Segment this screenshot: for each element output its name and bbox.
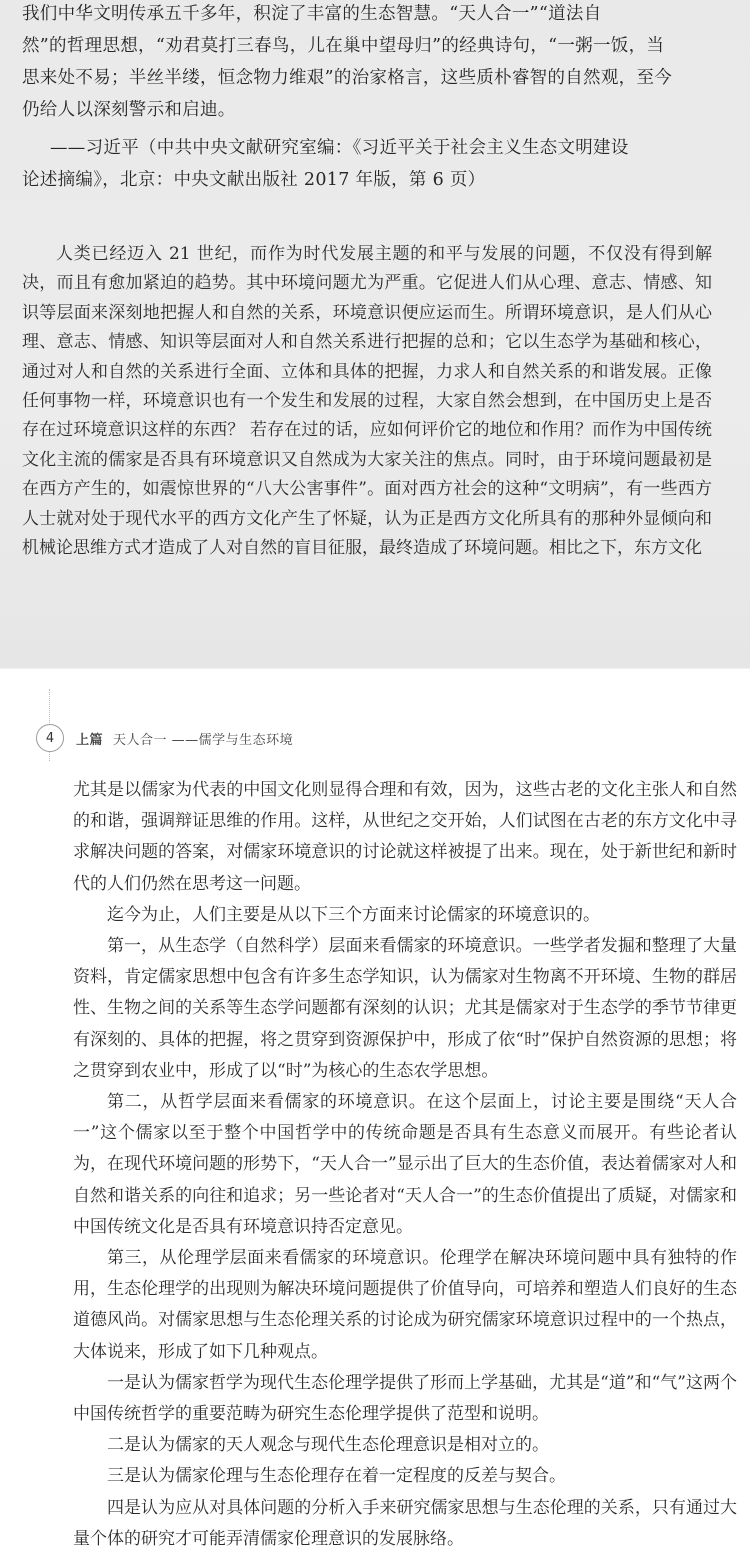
page-4-body xyxy=(73,775,737,1555)
header-part: 上篇 xyxy=(76,732,104,748)
body-paragraph: 三是认为儒家伦理与生态伦理存在着一定程度的反差与契合。 xyxy=(107,1466,566,1487)
citation-line: 论述摘编》，北京：中央文献出版社 2017 年版，第 6 页） xyxy=(22,170,486,190)
body-paragraph: 人类已经迈入 21 世纪，而作为时代发展主题的和平与发展的问题，不仅没有得到解决，而且有愈加紧迫的趋势。其中环境问题尤为严重。它促进人们从心理、意志、情感、知识等层面来深刻地把握人和自然的关系，环境意识便应运而生。所谓环境意识，是人们从心理、意志、情感、知识等层面对人和自然关系进行把握的总和；它以生态学为基础和核心，通过对人和自然的关系进行全面、立体和具体的把握，力求人和自然关系的和谐发展。正像任何事物一样，环境意识也有一个发生和发展的过程，大家自然会想到，在中国历史上是否存在过环境意识这样的东西？ 若存在过的话，应如何评价它的地位和作用？而作为中国传统文化主流的儒家是否具有环境意识又自然成为大家关注的焦点。同时，由于环境问题最初是在西方产生的，如震惊世界的“八大公害事件”。面对西方社会的这种“文明病”，有一些西方人士就对处于现代水平的西方文化产生了怀疑，认为正是西方文化所具有的那种外显倾向和机械论思维方式才造成了人对自然的盲目征服，最终造成了环境问题。相比之下，东方文化 xyxy=(22,244,712,559)
body-paragraph: 第一，从生态学（自然科学）层面来看儒家的环境意识。一些学者发掘和整理了大量资料，肯定儒家思想中包含有许多生态学知识，认为儒家对生物离不开环境、生物的群居性、生物之间的关系等生态学问题都有深刻的认识；尤其是儒家对于生态学的季节节律更有深刻的、具体的把握，将之贯穿到资源保护中，形成了依“时”保护自然资源的思想；将之贯穿到农业中，形成了以“时”为核心的生态农学思想。 xyxy=(73,936,737,1081)
page-number-badge: 4 xyxy=(36,724,64,752)
quote-line: 然”的哲理思想，“劝君莫打三春鸟，儿在巢中望母归”的经典诗句，“一粥一饭，当 xyxy=(22,36,665,56)
header-subtitle: 天人合一 ——儒学与生态环境 xyxy=(113,732,294,748)
quote-citation xyxy=(22,132,737,196)
quote-line: 思来处不易；半丝半缕，恒念物力维艰”的治家格言，这些质朴睿智的自然观，至今 xyxy=(22,68,673,88)
body-paragraph: 四是认为应从对具体问题的分析入手来研究儒家思想与生态伦理的关系，只有通过大量个体的研究才可能弄清儒家伦理意识的发展脉络。 xyxy=(73,1497,737,1549)
running-header xyxy=(36,723,293,753)
body-paragraph: 第三，从伦理学层面来看儒家的环境意识。伦理学在解决环境问题中具有独特的作用，生态伦理学的出现则为解决环境问题提供了价值导向，可培养和塑造人们良好的生态道德风尚。对儒家思想与生态伦理关系的讨论成为研究儒家环境意识过程中的一个热点，大体说来，形成了如下几种观点。 xyxy=(73,1248,737,1362)
quote-line: 我们中华文明传承五千多年，积淀了丰富的生态智慧。“天人合一”“道法自 xyxy=(22,4,602,24)
body-paragraph: 尤其是以儒家为代表的中国文化则显得合理和有效，因为，这些古老的文化主张人和自然的和谐，强调辩证思维的作用。这样，从世纪之交开始，人们试图在古老的东方文化中寻求解决问题的答案，对儒家环境意识的讨论就这样被提了出来。现在，处于新世纪和新时代的人们仍然在思考这一问题。 xyxy=(73,780,737,894)
page-top-scan xyxy=(0,0,750,668)
body-paragraph: 第二，从哲学层面来看儒家的环境意识。在这个层面上，讨论主要是围绕“天人合一”这个儒家以至于整个中国哲学中的传统命题是否具有生态意义而展开。有些论者认为，在现代环境问题的形势下，“天人合一”显示出了巨大的生态价值，表达着儒家对人和自然和谐关系的向往和追求；另一些论者对“天人合一”的生态价值提出了质疑，对儒家和中国传统文化是否具有环境意识持否定意见。 xyxy=(73,1092,737,1237)
epigraph-quote xyxy=(22,0,737,196)
body-paragraph: 一是认为儒家哲学为现代生态伦理学提供了形而上学基础，尤其是“道”和“气”这两个中国传统哲学的重要范畴为研究生态伦理学提供了范型和说明。 xyxy=(73,1372,737,1425)
page-4-scan xyxy=(0,669,750,1549)
citation-line: ——习近平（中共中央文献研究室编：《习近平关于社会主义生态文明建设 xyxy=(50,138,629,158)
body-paragraph: 迄今为止，人们主要是从以下三个方面来讨论儒家的环境意识的。 xyxy=(107,904,600,925)
header-title xyxy=(76,729,293,748)
body-paragraph: 二是认为儒家的天人观念与现代生态伦理意识是相对立的。 xyxy=(107,1435,549,1456)
quote-line: 仍给人以深刻警示和启迪。 xyxy=(22,100,236,120)
